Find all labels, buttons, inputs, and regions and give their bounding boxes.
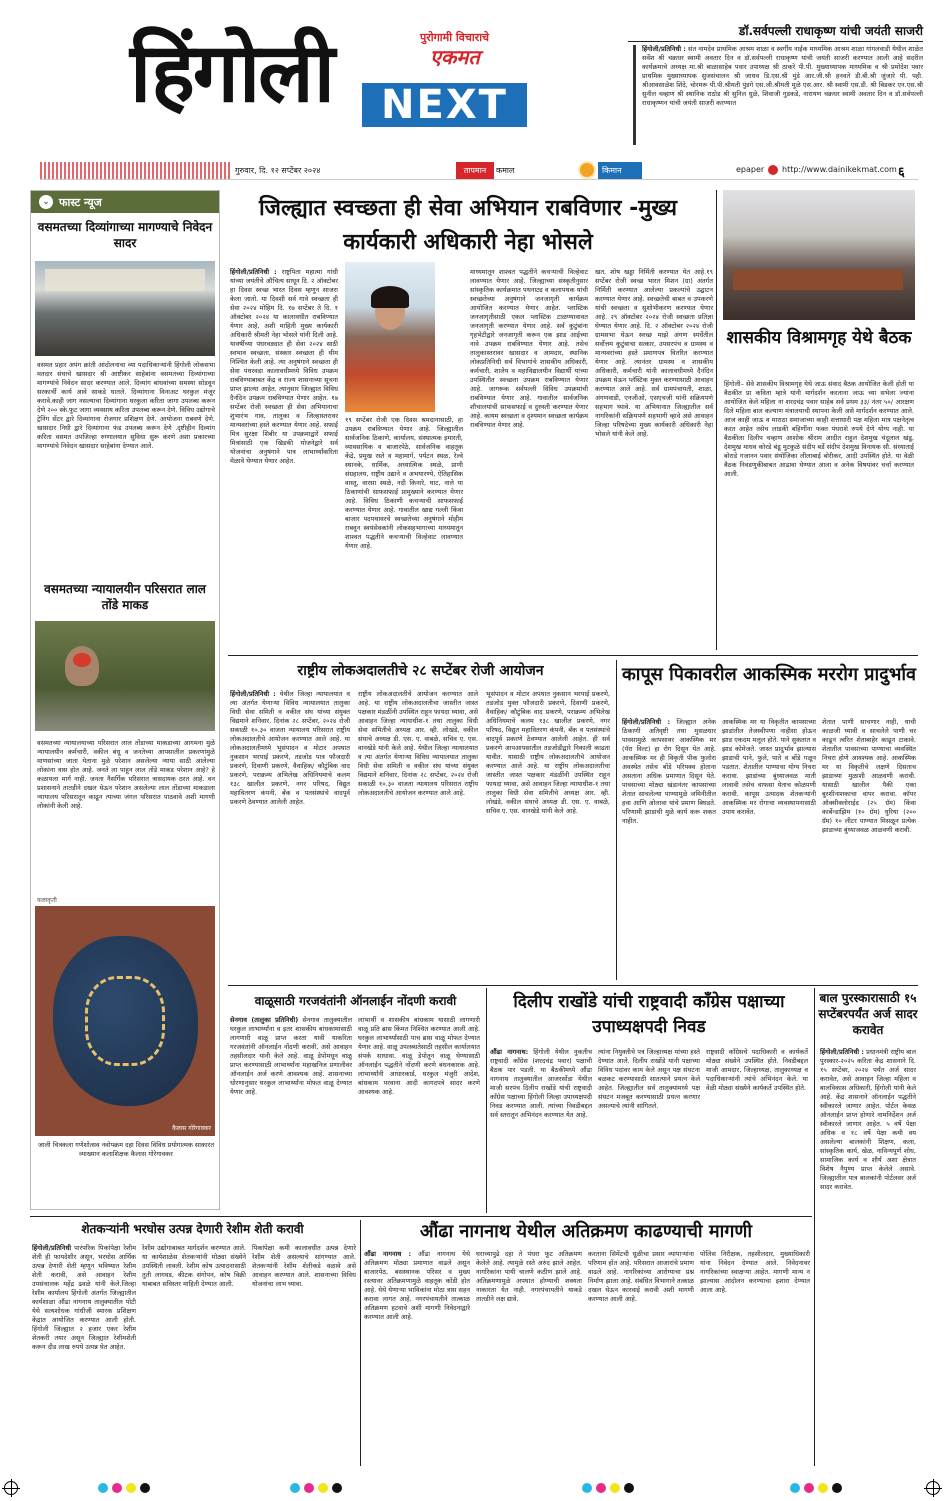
bal-puraskar-body: हिंगोली/प्रतिनिधी : प्रधानमंत्री राष्ट्रीय बाल पुरस्कार-२०२५ करिता केंद्र शासनाने दि. १५ सप्टेंबर, २०२४ पर्यंत अर्ज सादर करावेत, असे आवाहन जिल्हा महिला व बालविकास अधिकारी, हिंगोली यांनी केले आहे. केंद्र शासनाने ऑनलाईन पद्धतीने स्वीकारले जाणार आहेत. पोर्टल केवळ ऑनलाईन प्राप्त होणारे नामनिर्देशन अर्ज स्वीकारले जाणार आहेत. ५ वर्षे पेक्षा अधिक व १८ वर्षे पेक्षा कमी वय असलेल्या बालकांनी शिक्षण, कला, सांस्कृतिक कार्य, खेळ, नाविन्यपूर्ण शोध, सामाजिक कार्य व शौर्य अशा क्षेत्रात विशेष नैपुण्य प्राप्त केलेले असावे. जिल्ह्यातील पात्र बालकांनी पोर्टलवर अर्ज सादर करावेत. bbox=[820, 1048, 916, 1191]
jayanti-article bbox=[628, 23, 923, 153]
swachhata-col1: हिंगोली/प्रतिनिधी : राष्ट्रपिता महात्मा गांधी यांच्या जयंतीचे औचित्य साधून दि. २ ऑक्टोबर हा दिवस स्वच्छ भारत दिवस म्हणून साजरा केला जातो. या दिवशी सर्व गावे स्वच्छता ही सेवा २०२४ मोहिम दि. १७ सप्टेंबर ते दि. १ ऑक्टोबर २०२४ या कालावधीत राबविण्यात येणार आहे, अशी माहिती मुख्य कार्यकारी अधिकारी श्रीमती नेहा भोसले यांनी दिली आहे. यावर्षीच्या पंधरवड्यात ही सेवा २०२४ साठी स्वभाव स्वच्छता, संस्कार स्वच्छता ही थीम निश्चित केली आहे. त्या अनुषंगाने स्वच्छता ही सेवा पंधरवडा कालावधीमध्ये विविध उपक्रम राबविण्याबाबत केंद्र व राज्य शासनाच्या सूचना प्राप्त झाल्या आहेत. त्यानुसार जिल्ह्यात विविध दैनंदिन उपक्रम राबविण्यात येणार आहेत. १७ सप्टेंबर रोजी स्वच्छता ही सेवा अभियानाचा शुभारंभ गाव, तालुका व जिल्हास्तरावर मान्यवरांच्या हस्ते करण्यात येणार आहे. सफाई मित्र सुरक्षा शिबीर या उपक्रमाद्वारे सफाई मित्रांसाठी एक खिडकी योजनेद्वारे सर्व योजनांचा अनुषंगाने पात्र लाभार्थ्यांकरिता मेळावे घेण्यात येणार आहेत. bbox=[230, 268, 338, 465]
monkey-face bbox=[73, 653, 91, 667]
print-marks bbox=[0, 1475, 945, 1501]
rakhonde-col3: राष्ट्रवादी काँग्रेसचे पदाधिकारी व कार्यकर्ते मोठ्या संख्येने उपस्थित होते. निवडीबद्दल माजी आमदार, जिल्हाध्यक्ष, तालुकाध्यक्ष व पदाधिकाऱ्यांनी त्यांचे अभिनंदन केले. या वेळी मोठ्या संख्येने कार्यकर्ते उपस्थित होते. bbox=[706, 1048, 808, 1092]
color-dot-black bbox=[140, 1483, 150, 1493]
kapus-col2: आकस्मिक मर या विकृतीत कापसाच्या झाडांतील तेजस्वीपणा नाहीसा होऊन झाड एकदम मलूल होते. पाने सुकतात व झाड कोमेजते. जास्त प्रादुर्भाव झाल्यास झाडाची पाने, फुले, पाते व बोंडे गळून पडतात. शेतातील पाण्याचा योग्य निचरा करावा. झाडांच्या बुंध्याजवळ माती लावावी तसेच वाफसा येताच कोळपणी करावी. कापूस उत्पादक शेतकऱ्यांनी आकस्मिक मर रोगाचा व्यवस्थापनासाठी उपाय करावेत. bbox=[722, 718, 816, 816]
website-link[interactable]: http://www.dainikekmat.com bbox=[782, 165, 897, 174]
swachhata-col4: खत, शोष खड्डा निर्मिती करण्यात येत आहे.१९ सप्टेंबर रोजी स्वच्छ भारत मिशन (ग्रा) अंतर्गत निर्मिती करण्यात आलेल्या प्रकल्पांचे उद्घाटन करण्यात येणार आहे. स्वच्छतेची बाबत व उपकरणे यांची स्वच्छता व सुशोभीकरण करण्यात येणार आहे. २९ ऑक्टोबर २०२४ रोजी स्वच्छता प्रतिज्ञा घेण्यात येणार आहे. दि. २ ऑक्टोबर २०२४ रोजी ग्रामसभा घेऊन स्वच्छ माझे अंगण स्पर्धेतील सर्वोत्तम कुटुंबाचा सत्कार, उपसरपंच व ग्रामस्थ व मान्यवरांच्या हस्ते प्रमाणपत्र वितरित करण्यात येणार आहे. त्यानंतर ग्रामस्थ व शासकीय अधिकारी, कर्मचारी यांनी कालावधीमध्ये दैनंदिन उपक्रम घेऊन प्लॅस्टिक मुक्त करण्यासाठी आवाहन करण्यात आले आहे. सर्व ग्रामपंचायती, शाळा, अंगणवाडी, एनजीओ, एसएचजी यांनी सक्रियपणे सहभाग घ्यावे. या अभियानात जिल्ह्यातील सर्व नागरिकांनी सक्रियपणे सहभागी व्हावे असे आवाहन जिल्हा परिषदेच्या मुख्य कार्यकारी अधिकारी नेहा भोसले यांनी केले आहे. bbox=[595, 268, 713, 438]
divider bbox=[228, 655, 918, 656]
swachhata-headline: जिल्ह्यात स्वच्छता ही सेवा अभियान राबविणार -मुख्य कार्यकारी अधिकारी नेहा भोसले bbox=[258, 196, 678, 255]
jayanti-headline: डॉ.सर्वपल्ली राधाकृष्ण यांची जयंती साजरी bbox=[738, 24, 923, 38]
registration-mark bbox=[926, 1481, 940, 1495]
fast-news-header bbox=[31, 191, 219, 213]
kapus-col3: शेतात पाणी साचणार नाही, याची काळजी घ्यावी व साचलेले पाणी चर काढून त्वरित शेताबाहेर काढून टाकावे. शेतातील पावसाच्या पाण्याचा व्यवस्थित निचरा होणे आवश्यक आहे. आकस्मिक मर या विकृतीचे लक्षणे दिसताच झाडाच्या मुळाशी आळवणी करावी. यासाठी खालील पैकी एका बुरशीनाशकाचा वापर करावा. कॉपर ऑक्सीक्लोराईड (२५ ग्रॅम) किंवा कार्बेन्डाझिम (१० ग्रॅम) युरिया (२०० ग्रॅम) १० लीटर पाण्यात मिसळून प्रत्येक झाडाच्या बुंध्याजवळ आळवणी करावी. bbox=[822, 718, 916, 834]
ganesh-art-photo bbox=[35, 906, 215, 1136]
monkey-photo bbox=[35, 621, 215, 731]
atikraman-headline: औंढा नागनाथ येथील अतिक्रमण काढण्याची मागणी bbox=[419, 1221, 753, 1242]
divyang-body: वसमत प्रहार अपंग क्रांती आंदोलनाचा व्या पदाधिकाऱ्यांनी हिंगोली लोकसभा मतदार संघाचे खासदार श्री आष्टीकर साहेबांना वसमतच्या दिव्यांगाच्या मागण्यांचे निवेदन सादर करण्यात आले. दिव्यांग बांधवांच्या समस्या सोडवून सरकार्ची कार्य आवे साकडे घातले. दिव्यांगाना विनाअट घरकुल मंजूर करावे.काही जाग नसल्याचा दिव्यांगाना घरकुला करिता जागा उपलब्ध करून देणे २०० स्के.फुट जागा व्यवसाय करिता उपलब्ध करून देणे. विविध उद्योगाचे ट्रेनिंग सेंटर द्वारे दिव्यांगाना रोजगार प्रशिक्षण देणे. आयोजना राबवणे देणे. खासदार निधी द्वारे दिव्यांगाना फंड उपलब्ध करून देणे .दृष्टीहीन दिव्यांग करिता वसमत उपजिल्हा रुग्णालयात सुविधा सुरू करणे अशा प्रकारच्या मागण्यांचे निवेदन खासदार साहेबांना देण्यात आले. bbox=[37, 361, 215, 450]
neha-bhosale-photo bbox=[345, 262, 435, 412]
meeting-photo bbox=[723, 190, 915, 320]
color-dot-cyan bbox=[790, 1483, 800, 1493]
color-dot-magenta bbox=[304, 1483, 314, 1493]
date-line: गुरुवार, दि. १२ सप्टेंबर २०२४ bbox=[235, 166, 321, 175]
atikraman-col4: पोलिस निरीक्षक, तहसीलदार, मुख्याधिकारी यांना निवेदन देण्यात आले. निवेदनावर नागरिकांच्या स्वाक्षऱ्या आहेत. मागणी मान्य न झाल्यास आंदोलन करण्याचा इशारा देण्यात आला आहे. bbox=[700, 1250, 810, 1294]
bal-puraskar-headline: बाल पुरस्कारासाठी १५ सप्टेंबरपर्यंत अर्ज सादर करावेत bbox=[818, 991, 918, 1037]
fast-news-label: फास्ट न्यूज bbox=[59, 196, 102, 209]
fast-news-icon: ⌄ bbox=[39, 195, 53, 209]
color-dot-cyan bbox=[290, 1483, 300, 1493]
atikraman-col3: करताना सिमेंटची धूळीचा प्रसार व्यापाऱ्यांना परिणाम होत आहे. परिसरात आजारांचे प्रमाण वाढले आहे. नागरिकांच्या आरोग्याचा प्रश्न निर्माण झाला आहे. संबंधित विभागाने तत्काळ दखल घेऊन कारवाई करावी अशी मागणी करण्यात आली आहे. bbox=[588, 1250, 694, 1303]
divider bbox=[228, 985, 918, 986]
divider bbox=[716, 190, 717, 650]
kapus-headline: कापूस पिकावरील आकस्मिक मररोग प्रादुर्भाव bbox=[621, 664, 917, 685]
reshim-col2: रेशीम उद्योगाबाबत मार्गदर्शन करण्यात आले. या कार्यशाळेस शेतकऱ्यांनी मोठ्या संख्येने उपस्थिती लावली. रेशीम कोष उत्पादनासाठी तुती लागवड, कीटक संगोपन, कोष विक्री याबाबत सविस्तर माहिती देण्यात आली. bbox=[142, 1244, 246, 1288]
rakhonde-col1: औंढा नागनाथ: हिंगोली येथील नुकतीच राष्ट्रवादी काँग्रेस (शरदचंद्र पवार) पक्षाची बैठक पार पडली. या बैठकीमध्ये औंढा नागनाथ तालुक्यातील आजरसोंडा येथील माजी सरपंच दिलीप राखोंडे यांची राष्ट्रवादी काँग्रेस पक्षाच्या हिंगोली जिल्हा उपाध्यक्षपदी निवड करण्यात आली. त्यांच्या निवडीबद्दल सर्व स्तरातून अभिनंदन करण्यात येत आहे. bbox=[490, 1048, 592, 1119]
fast-news-box bbox=[30, 190, 220, 1210]
max-label: कमाल bbox=[496, 166, 515, 175]
brand-logo: एकमत bbox=[430, 45, 480, 69]
date-bar bbox=[40, 162, 918, 180]
kapus-col1: हिंगोली/प्रतिनिधी : जिल्ह्यात अनेक ठिकाणी अतिवृष्टी तथा मुसळधार पावसामुळे कापसावर आकस्मिक मर (पॅरा विल्ट) हा रोग दिसून येत आहे. आकस्मिक मर ही विकृती पीक फुलोरा अवस्थेत तसेच बोंडे परिपक्व होताना असताना अधिक प्रमाणात दिसून येते. पावसाच्या मोठ्या खंडानंतर कापसाच्या शेतात साचलेल्या पाण्यामुळे जमिनीतील हवा आणि ओलावा यांचे प्रमाण बिघडते. परिणामी झाडाची मुळे कार्य करू शकत नाहीत. bbox=[622, 718, 716, 825]
portrait-hair bbox=[371, 286, 409, 308]
color-dot-black bbox=[332, 1483, 342, 1493]
atikraman-col2: घराच्यापुढे दहा ते पंधरा फूट अतिक्रमण केलेले आहे. त्यामुळे रस्ते अरुंद झाले आहेत. नागरिकांना पायी चालणे कठीण झाले आहे. अतिक्रमणामुळे अपघात होण्याची शक्यता नाकारता येत नाही. नगरपंचायतीने याकडे तातडीने लक्ष द्यावे. bbox=[476, 1250, 582, 1303]
vishram-headline: शासकीय विश्रामगृह येथे बैठक bbox=[726, 328, 912, 348]
min-label: किमान bbox=[598, 162, 642, 179]
photo-banner bbox=[45, 269, 205, 291]
divider bbox=[814, 988, 815, 1466]
date-stripe bbox=[40, 162, 230, 179]
valu-col2: लाभार्थी व शासकीय बांधकाम यासाठी लागणारी वाळू प्रति ब्रास किंमत निश्चित करण्यात आली आहे. घरकुल लाभार्थ्यांसाठी पाच ब्रास वाळू मोफत देण्यात येणार आहे. वाळू उपलब्धतेसाठी तहसील कार्यालयात संपर्क साधावा. वाळू डेपोतून वाळू घेण्यासाठी ऑनलाईन पद्धतीने नोंदणी करणे बंधनकारक आहे. लाभार्थ्यांनी आधारकार्ड, घरकुल मंजुरी आदेश, बांधकाम परवाना आदी कागदपत्रे सादर करणे आवश्यक आहे. bbox=[358, 1016, 480, 1096]
epaper-icon bbox=[768, 165, 778, 175]
makad-headline: वसमतच्या न्यायालयीन परिसरात लाल तोंडे माकड bbox=[44, 582, 206, 612]
divider bbox=[628, 41, 923, 42]
color-dot-black bbox=[624, 1483, 634, 1493]
color-dot-magenta bbox=[804, 1483, 814, 1493]
jayanti-side-rule bbox=[633, 45, 636, 145]
valu-col1: सेनगाव (तालुका प्रतिनिधी) सेनगाव तालुक्यातील घरकुल लाभार्थ्यांना व इतर शासकीय बांधकामासाठी लागणारी वाळू प्राप्त करता यावी याकरिता गरजवंतांनी ऑनलाईन नोंदणी करावी, असे आवाहन तहसीलदार यांनी केले आहे. वाळू डेपोमधून वाळू प्राप्त करण्यासाठी लाभार्थ्यांना महाखनिज प्रणालीवर ऑनलाईन अर्ज करणे आवश्यक आहे. शासनाच्या धोरणानुसार घरकुल लाभार्थ्यांना मोफत वाळू देण्यात येणार आहे. bbox=[230, 1016, 352, 1096]
divider bbox=[486, 988, 487, 1213]
color-dot-yellow bbox=[318, 1483, 328, 1493]
divider bbox=[616, 660, 617, 980]
lok-adalat-headline: राष्ट्रीय लोकअदालतीचे २८ सप्टेंबर रोजी आयोजन bbox=[297, 663, 544, 679]
makad-body: वसमतच्या न्यायालयाच्या परिसरात लाल तोंडाच्या माकडाच्या आगमना मुळे न्यायालयीन कर्मचारी, वकील बंधू व जनतेच्या आपसातील प्रकरणांमुळे माणसांच्या जाता येताना मुळे परेशान असलेल्या न्याया साठी आलेल्या लोकांना त्रास होत आहे. जनते ला पाहून लाल तोंडे माकड परेशान आहे? हे कळायला मार्ग नाही. जनता नैसर्गिक परिसरात त्रासदायक ठरत आहे. वन प्रशासनाने तातडीने दखल घेऊन परेशान असलेल्या लाल तोंडाच्या माकडाला न्यायालय परिसरातून काढून त्याच्या जंगल परिसरात पाठवावे अशी मागणी लोकांनी केली आहे. bbox=[37, 739, 215, 810]
artist-credit: कैलास गोरेगावकर bbox=[172, 1125, 211, 1132]
reshim-col3: पिकांपेक्षा कमी कालावधीत उत्पन्न देणारे रेशीम शेती असल्याचे सांगण्यात आले. शेतकऱ्यांनी रेशीम शेतीकडे वळावे असे आवाहन करण्यात आले. शासनाच्या विविध योजनांचा लाभ घ्यावा. bbox=[252, 1244, 356, 1288]
registration-mark bbox=[4, 1481, 18, 1495]
page-number: ६ bbox=[898, 165, 905, 180]
lok-adalat-col2: राष्ट्रीय लोकअदालतीचे आयोजन करण्यात आले आहे. या राष्ट्रीय लोकअदालतीचा जास्तीत जास्त पक्षकार मंडळींनी उपस्थित राहून फायदा घ्यावा, असे आवाहन जिल्हा न्यायाधीश-१ तथा तालुका विधी सेवा समितीचे अध्यक्ष आर. व्ही. लोखंडे, वकील संघाचे अध्यक्ष डी. एस. ए. वाबळे, सचिव ए. एस. वानखेडे यांनी केले आहे. येथील जिल्हा न्यायालयात व त्या अंतर्गत येणाऱ्या विविध न्यायालयात तालुका विधी सेवा समिती व वकील संघ यांच्या संयुक्त विद्यमाने शनिवार, दिनांक २८ सप्टेंबर, २०२४ रोजी सकाळी १०.३० वाजता न्यायालय परिसरात राष्ट्रीय लोकअदालतीचे आयोजन करण्यात आले आहे. bbox=[358, 690, 478, 797]
divyang-photo bbox=[35, 261, 215, 356]
lok-adalat-col3: भूसंपादन व मोटार अपघात नुकसान भरपाई प्रकरणे, तडजोड युक्त फौजदारी प्रकरणे, दिवाणी प्रकरणे, वैवाहिक/ कौटुंबिक वाद प्रकरणे, पराक्रम्य अभिलेख अधिनियमाचे कलम १३८ खालील प्रकरणे, नगर परिषद, विद्युत महावितरण कंपनी, बँक व पतसंस्थांचे वादपूर्व प्रकरणे ठेवण्यात आलेली आहेत. ही सर्व प्रकरणे आपआपसातील तडजोडीद्वारे निकाली काढता यावीत. यासाठी राष्ट्रीय लोकअदालतीचे आयोजन करण्यात आले आहे. या राष्ट्रीय लोकअदालतीचा जास्तीत जास्त पक्षकार मंडळींनी उपस्थित राहून फायदा घ्यावा, असे आवाहन जिल्हा न्यायाधीश-१ तथा तालुका विधी सेवा समितीचे अध्यक्ष आर. व्ही. लोखंडे, वकील संघाचे अध्यक्ष डी. एस. ए. वाबळे, सचिव ए. एस. वानखेडे यांनी केले आहे. bbox=[486, 690, 610, 815]
color-dot-yellow bbox=[610, 1483, 620, 1493]
reshim-col1: हिंगोली/प्रतिनिधी पारंपरिक पिकांपेक्षा रेशीम शेती ही फायदेशीर असून, भरघोस आर्थिक उत्पन्न देणारी शेती म्हणून भविष्यात रेशीम शेती करावी, असे आवाहन रेशीम उपसंचालक महेंद्र ढवळे यांनी केले.जिल्हा रेशीम कार्यालय हिंगोली अंतर्गत जिल्ह्यातील कार्यशाळा औंढा नागनाथ तालुक्यातील पोटी येथे सत्यशोधक गांधीजी स्मारक प्रशिक्षण केंद्रात आयोजित करण्यात आली होती. हिंगोली जिल्ह्यात २ हजार एकर रेशीम शेतकरी तयार असून जिल्ह्यात रेशीमशेती करून दीड लाख रुपये उत्पन्न घेत आहेत. bbox=[32, 1244, 136, 1351]
divider bbox=[30, 1216, 812, 1217]
art-caption: जाली चित्रकला गणेशोत्सव नवोपक्रम दहा दिवस विविध प्रयोगात्मक साकारत व्याख्यान कलाशिक्षक कैलास गोरेगावकर bbox=[37, 1141, 215, 1158]
ganesh-figure bbox=[85, 976, 165, 1066]
sun-icon bbox=[580, 163, 594, 177]
color-dot-yellow bbox=[126, 1483, 136, 1493]
color-dot-magenta bbox=[112, 1483, 122, 1493]
epaper-label: epaper bbox=[736, 165, 765, 174]
color-dot-black bbox=[832, 1483, 842, 1493]
swachhata-col2: १९ सप्टेंबर रोजी एक दिवस श्रमदानासाठी, हा उपक्रम राबविण्यात येणार आहे. जिल्ह्यातील सार्वजनिक ठिकाणे, कार्यालय, संस्थात्मक इमारती, व्यावसायिक व बाजारपेठे, सार्वजनिक वाहतूक केंद्रे, प्रमुख रस्ते व महामार्ग, पर्यटन स्थळ, रेल्वे स्थानके, धार्मिक, अध्यात्मिक स्थळे, प्राणी संग्रहालय, राष्ट्रीय उद्याने व अभयारण्ये, ऐतिहासिक वास्तू, वारसा स्थळे, नदी किनारे, घाट, नाले या ठिकाणांची साफसफाई प्रामुख्याने करण्यात येणार आहे. विविध ठिकाणी कचऱ्याची साफसफाई करण्यात येणार आहे. गावातील खाद्य गल्ली किंवा बाजार पदपथावरचे स्वच्छतेच्या अनुषंगाने मोहीम राबवून स्वयंसेवकांनी लोकसहभागाच्या माध्यमातून शाश्वत पद्धतीने कचऱ्याची विल्हेवाट लावण्यात येणार आहे. bbox=[345, 416, 463, 550]
color-dot-yellow bbox=[818, 1483, 828, 1493]
rakhonde-col2: त्यांना नियुक्तीचे पत्र जिल्हाध्यक्ष यांच्या हस्ते देण्यात आले. दिलीप राखोंडे यांनी पक्षाच्या विविध पदांवर काम केले असून पक्ष संघटना बळकट करण्यासाठी सातत्याने प्रयत्न केले आहेत. जिल्ह्यातील सर्व तालुक्यांमध्ये पक्ष संघटन मजबूत करण्यासाठी प्रयत्न करणार असल्याचे त्यांनी सांगितले. bbox=[598, 1048, 700, 1110]
valu-headline: वाळूसाठी गरजवंतांनी ऑनलाईन नोंदणी करावी bbox=[254, 994, 457, 1008]
divyang-headline: वसमतच्या दिव्यांगाच्या मागण्याचे निवेदन सादर bbox=[37, 220, 213, 250]
color-dot-cyan bbox=[98, 1483, 108, 1493]
masthead-title: हिंगोली bbox=[130, 25, 334, 121]
vishram-body: हिंगोली– सेवे शासकीय विश्रामगृह येथे जाऊ संवाद बैठक आयोजित केली होती या बैठकीत प्रा कविता म्हात्रे यांनी मार्गदर्शन करताना जाऊ च्या सभेला ज्यांना आयोजित केले महिला ना शरदचंद्र पवार साहेब सर्व प्रथम ३३/ नंतर ५०/ आरक्षण दिले महिला बाल कल्याण मंत्रालयाची स्थापना केली असे मार्गदर्शन करण्यात आले. आज काही जाऊ व माराठा समाजाच्या काही सत्ताधारी पक्ष महिला मात्र पक्षनेतृत्व करत आहेत तसेच लाडकी बहिणींना फक्त पंधराशे रुपये देणे योग्य नाही. या बैठकीला दिलीप चव्हाण आशोक श्रीराम आदीत राहुल देशमुख चंदूलाल खंडू, देशमुख माधव कोरडे बंडू मुटकुळे संदीप बर्डे संदीप देशमुख विनायक सौ. संध्याताई बोराडे गजानन पवार संयोजिका लीलाबाई बोरीकर, आदी उपस्थित होते. या वेळी बैठक निवडणुकीबाबत आढावा घेण्यात आला व अनेक विषयांवर चर्चा करण्यात आली. bbox=[724, 380, 914, 478]
rakhonde-headline: दिलीप राखोंडे यांची राष्ट्रवादी काँग्रेस पक्षाच्या उपाध्यक्षपदी निवड bbox=[513, 992, 785, 1037]
next-logo: NEXT bbox=[362, 83, 527, 127]
reshim-headline: शेतकऱ्यांनी भरघोस उत्पन्न देणारी रेशीम शेती करावी bbox=[81, 1222, 304, 1236]
brand-tagline: पुरोगामी विचाराचे bbox=[420, 31, 490, 44]
atikraman-col1: औंढा नागनाथ : औंढा नागनाथ येथे अतिक्रमण मोठ्या प्रमाणात वाढले असून बाजारपेठ, बसस्थानक परिसर व मुख्य रस्त्यावर अतिक्रमणामुळे वाहतूक कोंडी होत आहे. येथे येणाऱ्या भाविकांना मोठा त्रास सहन करावा लागत आहे. नगरपंचायतीने तात्काळ अतिक्रमण हटवावे अशी मागणी निवेदनाद्वारे करण्यात आली आहे. bbox=[364, 1250, 470, 1321]
jayanti-body: हिंगोली/प्रतिनिधी : संत नामदेव प्राथमिक आश्रम शाळा व स्वर्गीय नाईक माध्यमिक आश्रम शाळा गांगलवाडी येथील शाळेत सर्वेश श्री चक्रधर स्वामी अवतार दिन व डॉ.सर्वपल्ली राधाकृष्ण यांची जयंती साजरी करण्यात आली आहे सदरील कार्यक्रमाचे अध्यक्ष मा.श्री बाळासाहेब पवार उपाध्यक्ष श्री ठाकरे पी.पी. मुख्याध्यापक माध्यमिक व श्री प्रमोदेश पवार प्राथमिक मुख्याध्यापक सुजसंचालन श्री जाधव डि.एस.श्री मुंडे आर.जी.श्री हनवते डी.बी.श्री जुंजारे पी. पही. श्रीआवसाळेश शिंदे, चोरमरू पी.पी.श्रीमती पुंडगे एस.जी.श्रीमती मुळे एस.आर. श्री स्वामी एस.डी. श्री बिडकर एन.एस.श्री सुनील चव्हाण श्री स्थानिक राठोड श्री सुनिल धुळे, शिवाजी गुडकडे, नारायण चक्रधर स्वामी अवतार दिन व डॉ.सर्वपल्ली राधाकृष्णन यांची जयंती साजरी करण्यात bbox=[642, 45, 923, 107]
color-dot-magenta bbox=[596, 1483, 606, 1493]
lok-adalat-col1: हिंगोली/प्रतिनिधी : येथील जिल्हा न्यायालयात व त्या अंतर्गत येणाऱ्या विविध न्यायालयात तालुका विधी सेवा समिती व वकील संघ यांच्या संयुक्त विद्यमाने शनिवार, दिनांक २८ सप्टेंबर, २०२४ रोजी सकाळी १०.३० वाजता न्यायालय परिसरात राष्ट्रीय लोकअदालतीचे आयोजन करण्यात आले आहे. या लोकअदालतीमध्ये भूसंपादन व मोटार अपघात नुकसान भरपाई प्रकरणे, तडजोड पात्र फौजदारी प्रकरणे, दिवाणी प्रकरणे, वैवाहिक/ कौटुंबिक वाद प्रकरणे, पराक्रम्य अभिलेख अधिनियमाचे कलम १३८ खालील प्रकरणे, नगर परिषद, विद्युत महावितरण कंपनी, बँक व पतसंस्थांचे वादपूर्व प्रकरणे ठेवण्यात आलेली आहेत. bbox=[230, 690, 350, 806]
art-label: कलाकृती bbox=[37, 897, 57, 904]
temp-label: तापमान bbox=[456, 162, 494, 179]
divider bbox=[360, 1220, 361, 1466]
color-dot-cyan bbox=[582, 1483, 592, 1493]
meeting-table bbox=[733, 270, 903, 290]
swachhata-col3: माध्यमातून शाश्वत पद्धतीने कचऱ्याची विल्हेवाट लावण्यात येणार आहे. जिल्ह्याच्या संस्कृतीनुसार सांस्कृतिक कार्यक्रमात पथनाट्य व कलापथक यांची स्वच्छतेच्या अनुषंगाने जनजागृती कार्यक्रम आयोजित करण्यात येणार आहेत. प्लास्टिक जनजागृतीसाठी एकल प्लास्टिक टाळण्यावावत जनजागृती करण्यात येणार आहे. सर्व कुटुंबांना गृहभेटीद्वारे जनजागृती करून एक झाड आईच्या नावे उपक्रम राबविण्यात येणार आहे. तसेच तालुकास्तरावर खासदार व आमदार, स्थानिक लोकप्रतिनिधी सर्व विभागांचे शासकीय अधिकारी, कर्मचारी, शालेय व महाविद्यालयीन विद्यार्थी यांच्या उपस्थितीत स्वच्छता उपक्रम राबविण्यात येणार आहे. जागरूक सर्वपल्ली विविध उपक्रमांची राबविण्यात येणार आहे. गावातील सार्वजनिक शौचालयांची साफसफाई व दुरुस्ती करण्यात येणार आहे. कायम स्वच्छता व दृश्यमान स्वच्छता कार्यक्रम राबविण्यात येणार आहे. bbox=[470, 268, 588, 429]
